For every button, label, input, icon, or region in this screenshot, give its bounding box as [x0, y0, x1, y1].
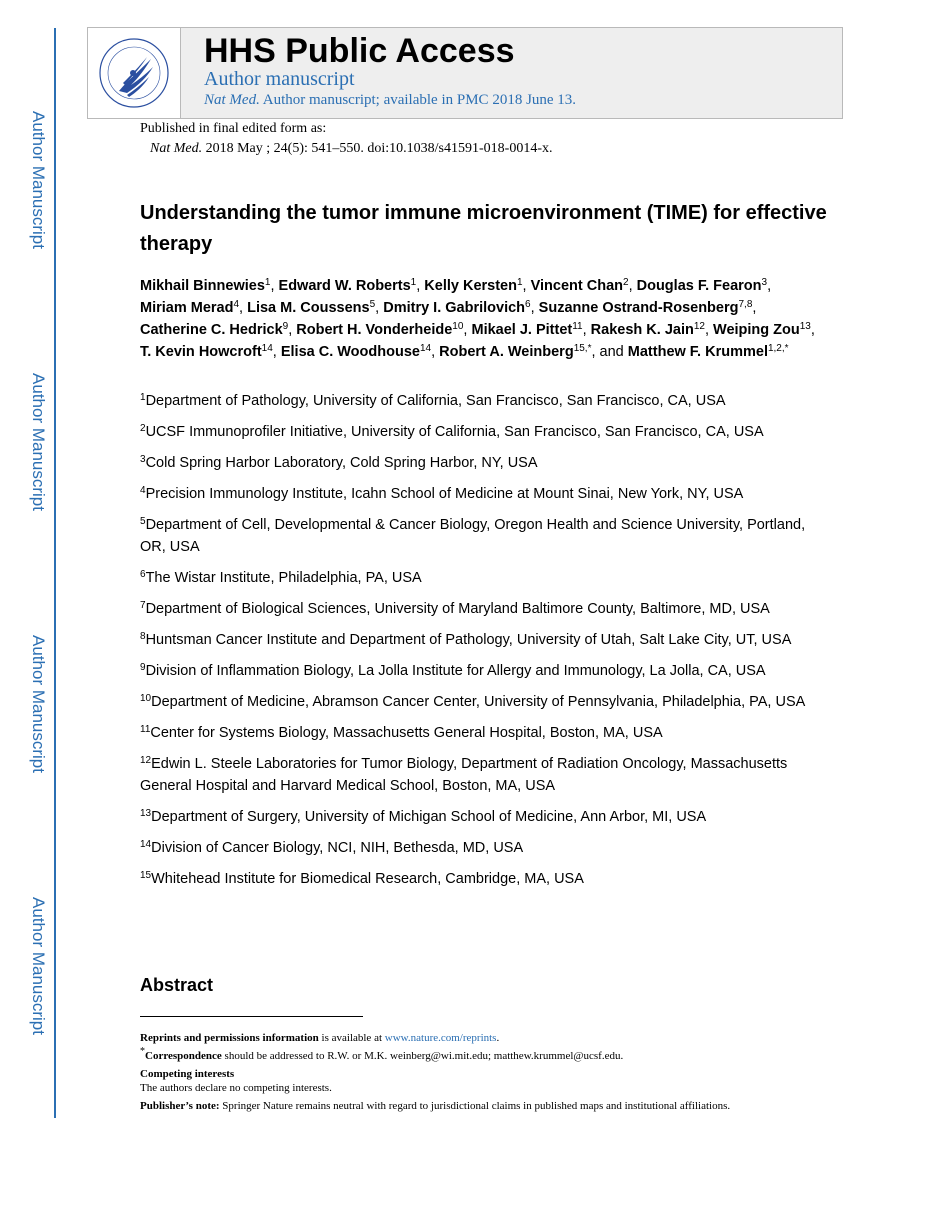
banner-journal: Nat Med. [204, 92, 260, 108]
banner-subtitle: Author manuscript [204, 68, 355, 90]
sidebar-label: Author Manuscript [29, 635, 48, 773]
affiliation-number: 2 [140, 423, 146, 434]
affiliation-text: Edwin L. Steele Laboratories for Tumor Biology, Department of Radiation Oncology, Massachusetts General Hospital and Harvard Medical School, Boston, MA, USA [140, 756, 788, 794]
affiliation-number: 9 [140, 662, 146, 673]
author-affiliation-marker: 14 [261, 343, 273, 354]
author-name: Kelly Kersten [424, 278, 517, 294]
author-affiliation-marker: 1 [516, 277, 523, 288]
corr-mark: * [140, 1046, 145, 1057]
affiliation-text: The Wistar Institute, Philadelphia, PA, USA [145, 570, 422, 586]
article-title: Understanding the tumor immune microenvironment (TIME) for effective therapy [140, 202, 827, 255]
author-affiliation-marker: 9 [282, 321, 289, 332]
affiliation-number: 5 [140, 516, 146, 527]
published-label: Published in final edited form as: [140, 121, 327, 136]
author-name: Rakesh K. Jain [590, 322, 694, 338]
affiliation-number: 11 [140, 724, 151, 735]
banner-title: HHS Public Access [204, 32, 515, 70]
footnote-rule [140, 1016, 363, 1017]
affiliation-text: Whitehead Institute for Biomedical Research, Cambridge, MA, USA [151, 871, 584, 887]
banner-availability-text: Author manuscript; available in PMC 2018 June 13. [262, 92, 577, 108]
author-affiliation-marker: 10 [452, 321, 464, 332]
reprints-text: is available at [318, 1032, 385, 1044]
affiliation [140, 691, 830, 713]
author-name: Robert H. Vonderheide [296, 322, 453, 338]
seal-container [88, 28, 181, 118]
author-name: Mikhail Binnewies [140, 278, 265, 294]
affiliation [140, 598, 830, 620]
affiliation [140, 837, 830, 859]
affiliation-text: Precision Immunology Institute, Icahn School of Medicine at Mount Sinai, New York, NY, USA [145, 486, 744, 502]
affiliation [140, 421, 830, 443]
footnotes [140, 1031, 830, 1117]
banner-availability [204, 92, 576, 109]
affiliation [140, 390, 830, 412]
author-affiliation-marker: 15,* [573, 343, 592, 354]
corr-label: Correspondence [145, 1050, 222, 1062]
affiliation-text: Department of Pathology, University of California, San Francisco, San Francisco, CA, USA [145, 393, 726, 409]
author-name: Lisa M. Coussens [247, 300, 370, 316]
author-name: Mikael J. Pittet [471, 322, 573, 338]
authors-and: and [599, 344, 624, 360]
author-affiliation-marker: 14 [419, 343, 432, 354]
affiliation-number: 3 [140, 454, 146, 465]
affiliation [140, 868, 830, 890]
hhs-seal-icon [97, 33, 171, 113]
affiliation-number: 10 [140, 693, 152, 704]
affiliation [140, 660, 830, 682]
author-affiliation-marker: 6 [525, 299, 531, 310]
affiliation-text: Center for Systems Biology, Massachusetts General Hospital, Boston, MA, USA [150, 725, 663, 741]
author-name: Suzanne Ostrand-Rosenberg [538, 300, 739, 316]
author-name: Weiping Zou [713, 322, 800, 338]
affiliation-number: 6 [140, 569, 146, 580]
author-affiliation-marker: 1 [264, 277, 271, 288]
affiliation-number: 1 [140, 392, 146, 403]
author-affiliation-marker: 3 [761, 277, 768, 288]
affiliation-number: 14 [140, 839, 152, 850]
affiliation [140, 452, 830, 474]
affiliation-text: Department of Medicine, Abramson Cancer Center, University of Pennsylvania, Philadelphia, PA, USA [151, 694, 806, 710]
affiliation-number: 13 [140, 808, 152, 819]
affiliation [140, 567, 830, 589]
publisher-note [140, 1099, 830, 1113]
author-affiliation-marker: 1,2,* [767, 343, 789, 354]
affiliation-number: 4 [140, 485, 146, 496]
corr-text: should be addressed to R.W. or M.K. weinberg@wi.mit.edu; matthew.krummel@ucsf.edu. [221, 1050, 624, 1062]
affiliation-text: UCSF Immunoprofiler Initiative, University of California, San Francisco, San Francisco, CA, USA [145, 424, 764, 440]
affiliation [140, 753, 830, 797]
affiliation-text: Department of Cell, Developmental & Cancer Biology, Oregon Health and Science University, Portland, OR, USA [140, 517, 806, 555]
author-name: Matthew F. Krummel [627, 344, 768, 360]
author-affiliation-marker: 13 [799, 321, 811, 332]
author-list: Mikhail Binnewies$^1$, Edward W. Roberts$^1$, Kelly Kersten$^1$, Vincent Chan$^2$, Douglas F. Fearon$^3$, Miriam Merad$^4$, Lisa M. Coussens$^5$, Dmitry I. Gabrilovich$^6$, Suzanne Ostrand-Rosenberg$^{7,8}$, Catherine C. Hedrick$^9$, Robert H. Vonderheide$^{10}$, Mikael J. Pittet$^{11}$, Rakesh K. Jain$^{12}$, Weiping Zou$^{13}$, T. Kevin Howcroft$^{14}$, Elisa C. Woodhouse$^{14}$, Robert A. Weinberg$^{15,*}$, and Matthew F. Krummel$^{1,2,*}$ [140, 277, 815, 360]
reprints-note [140, 1031, 830, 1045]
affiliation [140, 514, 830, 558]
citation-text: 2018 May ; 24(5): 541–550. doi:10.1038/s41591-018-0014-x. [205, 141, 553, 156]
reprints-link[interactable]: www.nature.com/reprints [384, 1032, 497, 1044]
affiliation-list [140, 390, 830, 899]
competing-label-text: Competing interests [140, 1068, 235, 1080]
author-name: Vincent Chan [530, 278, 623, 294]
affiliation-text: Department of Biological Sciences, University of Maryland Baltimore County, Baltimore, MD, USA [145, 601, 770, 617]
sidebar-label: Author Manuscript [29, 897, 48, 1035]
affiliation-number: 8 [140, 631, 146, 642]
competing-text: The authors declare no competing interests. [140, 1082, 332, 1094]
affiliation [140, 722, 830, 744]
reprints-label: Reprints and permissions information [140, 1032, 319, 1044]
affiliation [140, 629, 830, 651]
author-affiliation-marker: 4 [233, 299, 240, 310]
author-name: Robert A. Weinberg [439, 344, 574, 360]
author-name: Dmitry I. Gabrilovich [383, 300, 526, 316]
competing-label [140, 1067, 830, 1081]
citation-journal: Nat Med. [150, 141, 203, 156]
affiliation-text: Division of Cancer Biology, NCI, NIH, Bethesda, MD, USA [151, 840, 524, 856]
author-affiliation-marker: 1 [410, 277, 417, 288]
affiliation-text: Department of Surgery, University of Michigan School of Medicine, Ann Arbor, MI, USA [151, 809, 707, 825]
author-affiliation-marker: 2 [623, 277, 629, 288]
author-name: Elisa C. Woodhouse [280, 344, 420, 360]
author-affiliation-marker: 5 [369, 299, 376, 310]
publisher-label: Publisher’s note: [140, 1100, 220, 1112]
affiliation [140, 806, 830, 828]
author-name: Catherine C. Hedrick [140, 322, 283, 338]
abstract-heading: Abstract [140, 975, 214, 995]
sidebar-label: Author Manuscript [29, 373, 48, 511]
affiliation-text: Cold Spring Harbor Laboratory, Cold Spring Harbor, NY, USA [145, 455, 538, 471]
hhs-banner [87, 27, 843, 119]
author-name: T. Kevin Howcroft [140, 344, 262, 360]
affiliation-text: Division of Inflammation Biology, La Jolla Institute for Allergy and Immunology, La Jolla, CA, USA [145, 663, 766, 679]
published-citation [150, 141, 552, 157]
reprints-end: . [496, 1032, 500, 1044]
sidebar-label: Author Manuscript [29, 111, 48, 249]
affiliation [140, 483, 830, 505]
affiliation-number: 12 [140, 755, 152, 766]
author-name: Douglas F. Fearon [636, 278, 762, 294]
author-name: Edward W. Roberts [278, 278, 411, 294]
author-affiliation-marker: 7,8 [738, 299, 753, 310]
author-affiliation-marker: 12 [693, 321, 705, 332]
affiliation-text: Huntsman Cancer Institute and Department of Pathology, University of Utah, Salt Lake City, UT, USA [145, 632, 792, 648]
author-name: Miriam Merad [140, 300, 234, 316]
publisher-text: Springer Nature remains neutral with regard to jurisdictional claims in published maps and institutional affiliations. [219, 1100, 731, 1112]
correspondence-note [140, 1046, 830, 1063]
affiliation-number: 15 [140, 870, 152, 881]
sidebar-rule [54, 28, 56, 1118]
author-affiliation-marker: 11 [572, 321, 583, 332]
affiliation-number: 7 [140, 600, 146, 611]
